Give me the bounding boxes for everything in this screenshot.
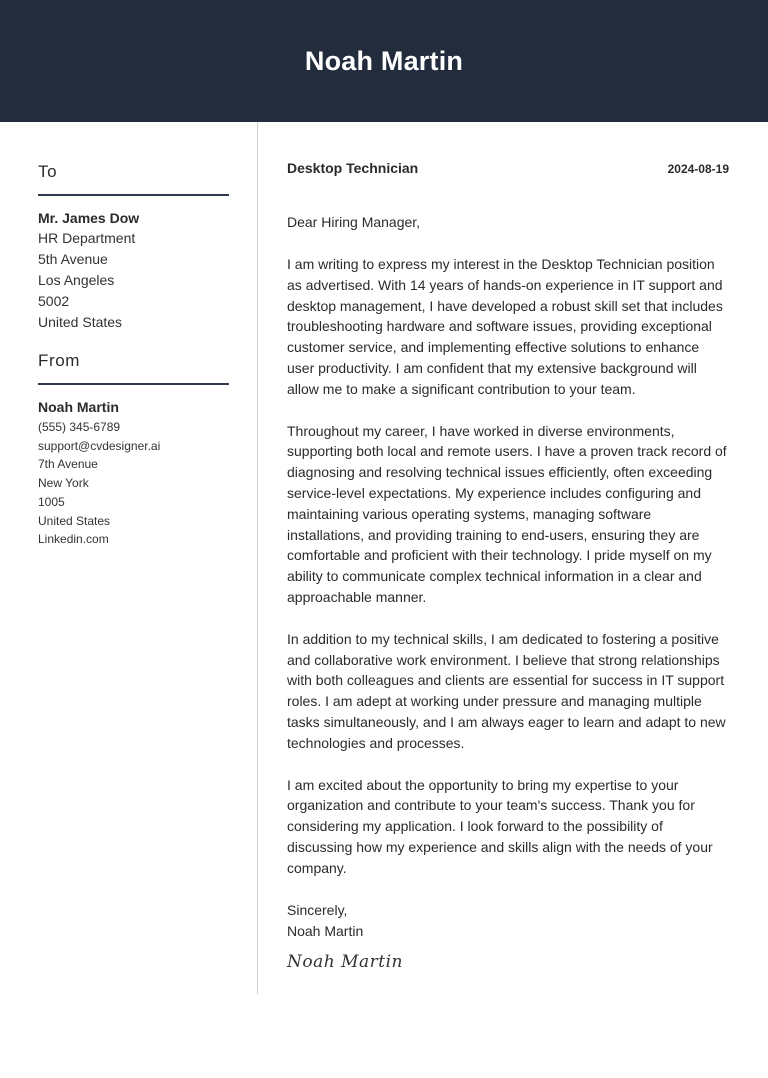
job-title: Desktop Technician: [287, 160, 419, 176]
paragraph: I am writing to express my interest in the Desktop Technician position as advertised. With 14 years of hands-on experience in IT support and desktop management, I have developed a robust skill set that includes troubleshooting hardware and software issues, providing exceptional customer service, and implementing effective solutions to enhance user productivity. I am confident that my extensive background will allow me to make a significant contribution to your team.: [287, 256, 723, 397]
sender-name: Noah Martin: [38, 399, 119, 415]
sender-postcode: 1005: [38, 494, 65, 509]
sidebar: [38, 162, 229, 549]
closing-block: [287, 900, 729, 942]
recipient-street: 5th Avenue: [38, 251, 108, 267]
sender-block: [38, 397, 229, 549]
sender-street: 7th Avenue: [38, 457, 98, 472]
from-heading: From: [38, 351, 81, 370]
closing-name: Noah Martin: [287, 922, 364, 939]
sender-city: New York: [38, 476, 89, 491]
signature: Noah Martin: [287, 951, 403, 972]
paragraph: I am excited about the opportunity to bring my expertise to your organization and contribute to your team's success. Thank you for considering my application. I look forward to the possibility of discussing how my experience and skills align with the needs of your company.: [287, 776, 713, 876]
sender-phone: (555) 345-6789: [38, 420, 121, 434]
paragraph: In addition to my technical skills, I am dedicated to fostering a positive and collaborative work environment. I believe that strong relationships with both colleagues and clients are essential for success in IT support roles. I am adept at working under pressure and managing multiple tasks simultaneously, and I am always eager to learn and adapt to new technologies and processes.: [287, 630, 726, 751]
letter-date: 2024-08-19: [667, 162, 729, 176]
recipient-country: United States: [38, 314, 123, 330]
recipient-postcode: 5002: [38, 293, 70, 309]
recipient-name: Mr. James Dow: [38, 210, 140, 226]
letter-meta: [287, 160, 729, 184]
sender-linkedin: Linkedin.com: [38, 532, 109, 547]
recipient-department: HR Department: [38, 230, 136, 246]
closing-phrase: Sincerely,: [287, 901, 348, 918]
recipient-block: [38, 208, 229, 333]
from-rule: [38, 383, 229, 385]
header-banner: [0, 0, 768, 122]
applicant-name: Noah Martin: [304, 45, 464, 76]
salutation: Dear Hiring Manager,: [287, 214, 421, 230]
letter-body: [287, 160, 729, 972]
to-heading: To: [38, 162, 58, 181]
sender-country: United States: [38, 513, 111, 528]
to-rule: [38, 194, 229, 196]
paragraph: Throughout my career, I have worked in diverse environments, supporting both local and remote users. I have a proven track record of diagnosing and resolving technical issues efficiently, often exceeding service-level expectations. My experience includes configuring and maintaining various operating systems, managing software installations, and providing training to end-users, ensuring they are comfortable and proficient with their technology. I pride myself on my ability to communicate complex technical information in a clear and approachable manner.: [287, 422, 727, 605]
sender-email: support@cvdesigner.ai: [38, 438, 161, 453]
column-divider: [257, 122, 258, 994]
recipient-city: Los Angeles: [38, 272, 115, 288]
